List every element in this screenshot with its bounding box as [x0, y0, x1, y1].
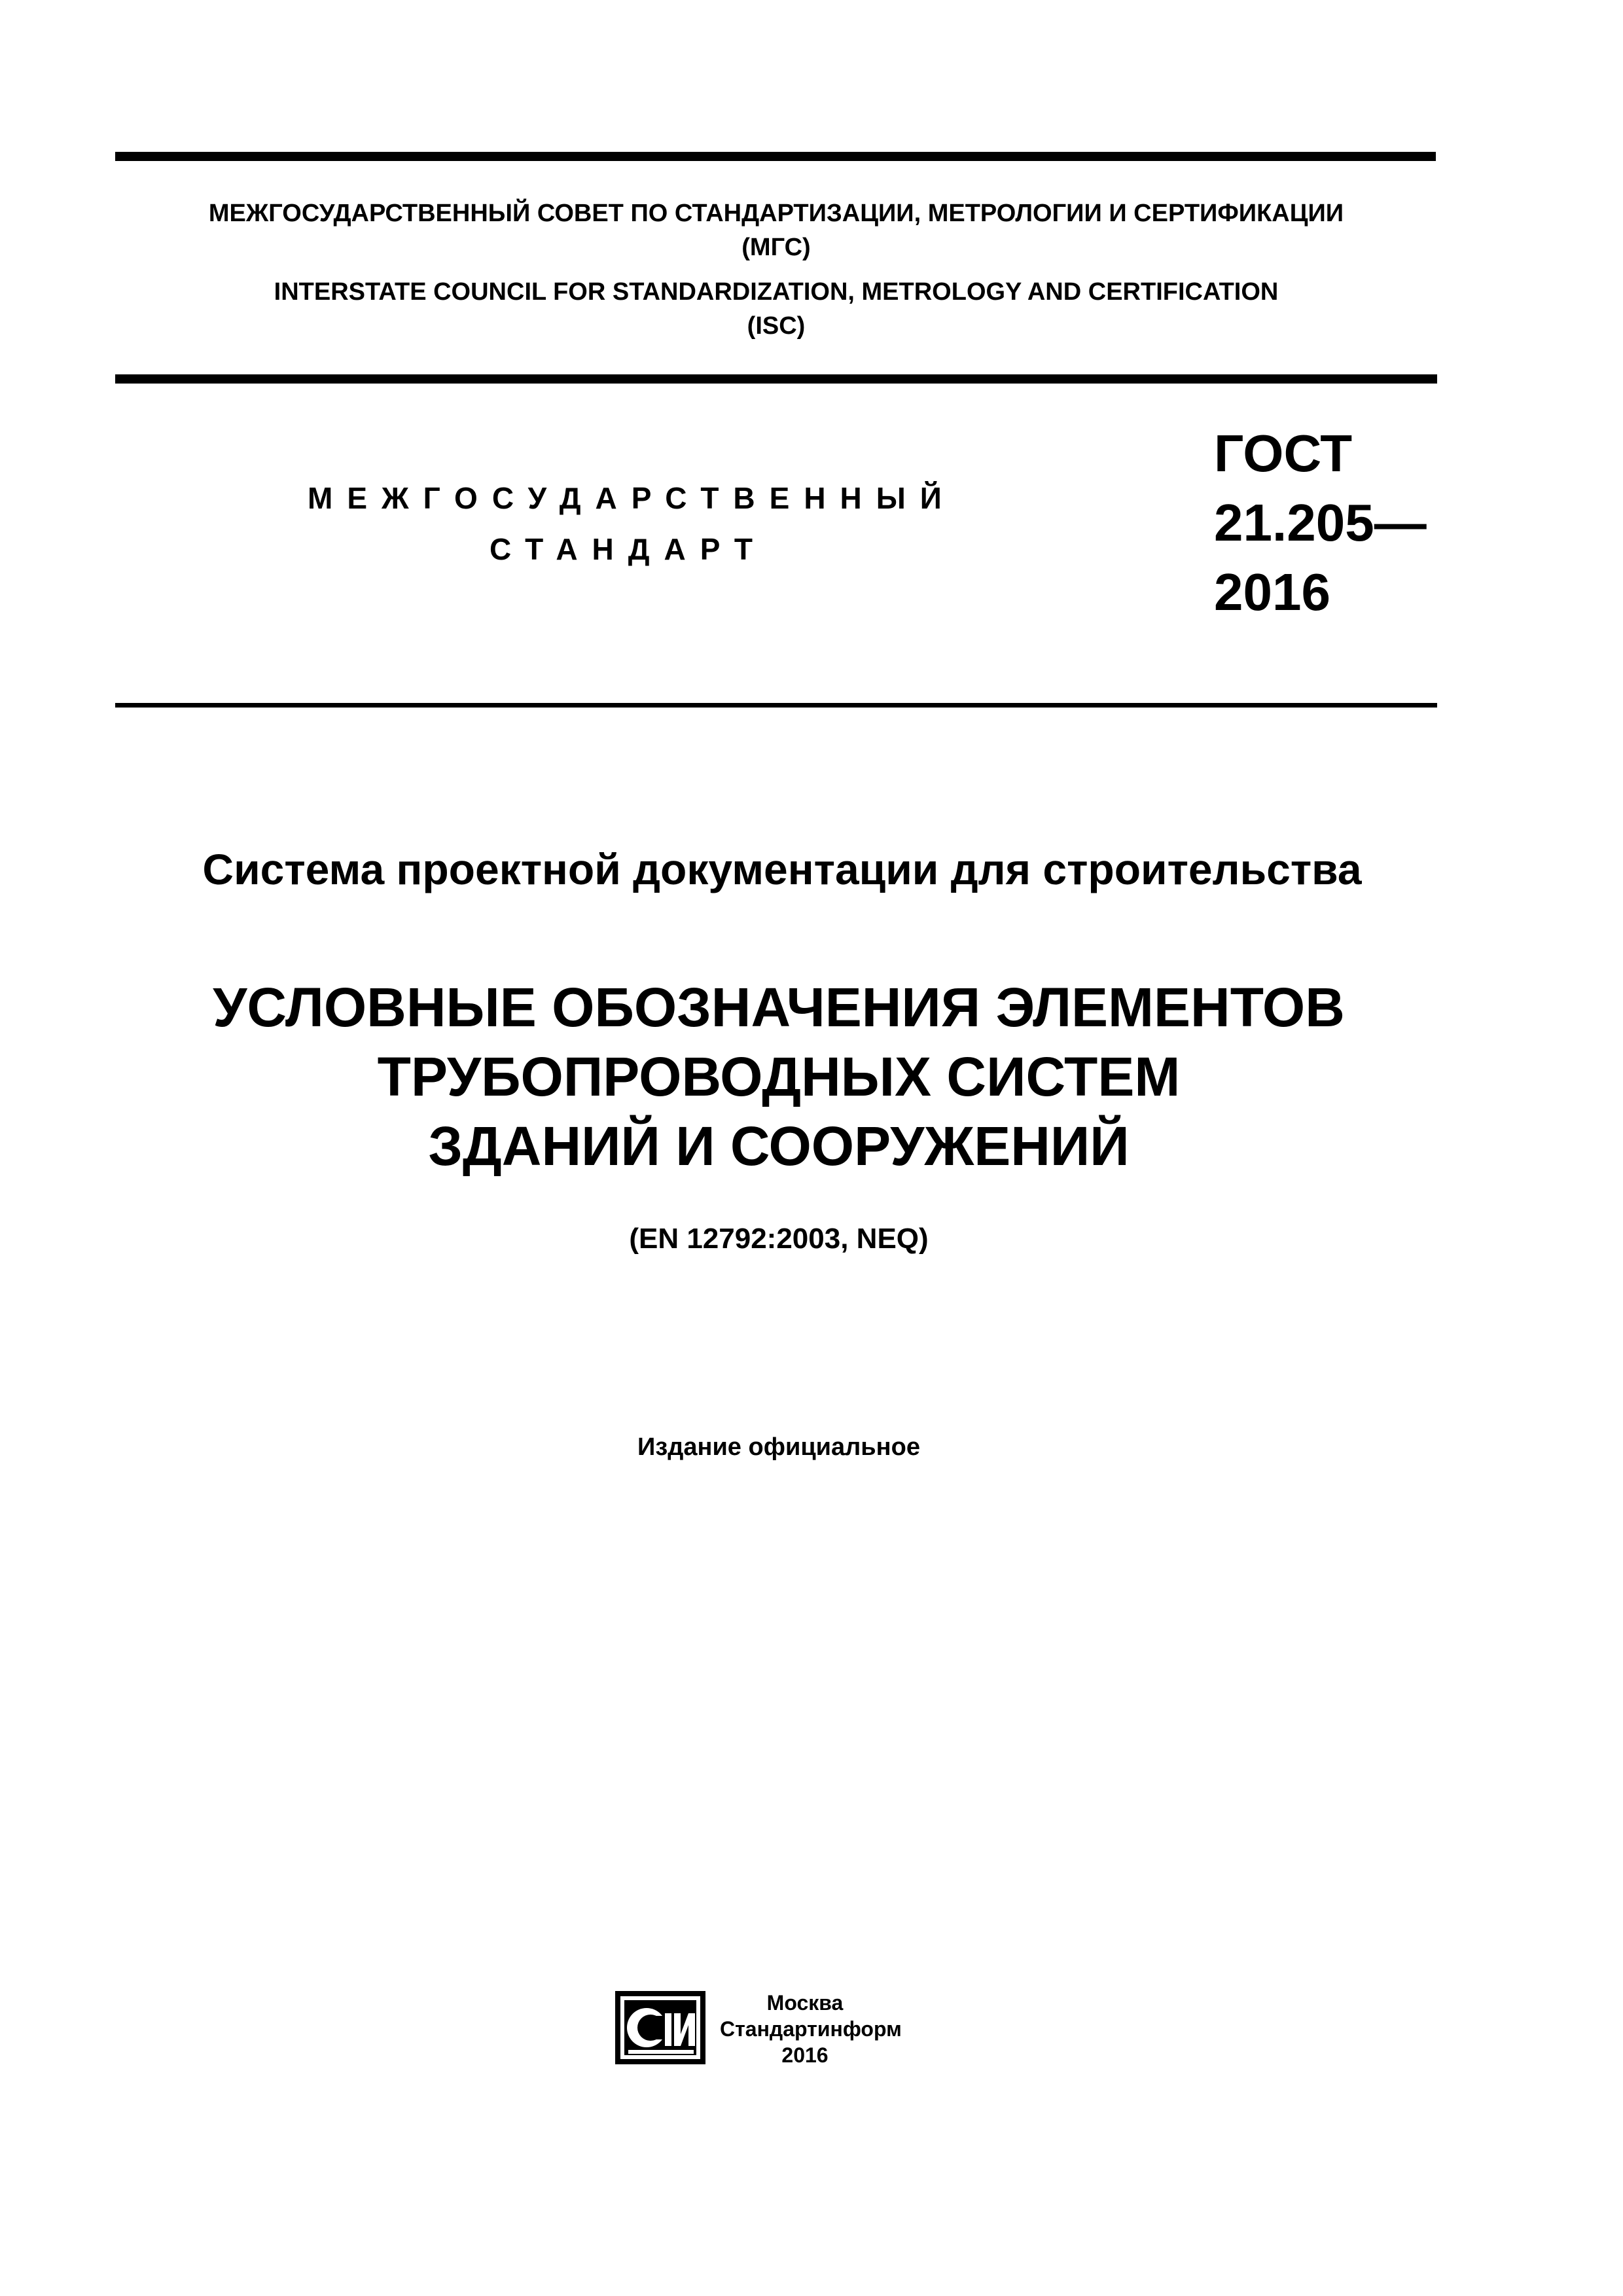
document-title-line3: ЗДАНИЙ И СООРУЖЕНИЙ	[428, 1115, 1130, 1177]
lower-rule	[115, 703, 1437, 708]
publisher-year: 2016	[781, 2043, 829, 2067]
middle-rule	[115, 374, 1437, 384]
standard-code	[1214, 419, 1427, 627]
council-ru	[115, 196, 1437, 264]
standard-code-label: ГОСТ	[1214, 424, 1353, 482]
council-en-abbr: (ISC)	[747, 312, 806, 340]
standartinform-logo-icon	[614, 1990, 707, 2066]
standard-kind	[308, 473, 956, 575]
document-title-line1: УСЛОВНЫЕ ОБОЗНАЧЕНИЯ ЭЛЕМЕНТОВ	[213, 977, 1345, 1038]
standard-code-number: 21.205—	[1214, 493, 1427, 552]
series-title: Система проектной документации для строительства	[202, 845, 1362, 893]
standard-kind-line1: МЕЖГОСУДАРСТВЕННЫЙ	[308, 481, 956, 515]
council-ru-name: МЕЖГОСУДАРСТВЕННЫЙ СОВЕТ ПО СТАНДАРТИЗАЦИИ, МЕТРОЛОГИИ И СЕРТИФИКАЦИИ	[208, 200, 1344, 227]
standard-kind-line2: СТАНДАРТ	[490, 532, 767, 566]
harmonization-reference: (EN 12792:2003, NEQ)	[629, 1223, 929, 1255]
publisher-city: Москва	[766, 1991, 844, 2015]
council-en-name: INTERSTATE COUNCIL FOR STANDARDIZATION, METROLOGY AND CERTIFICATION	[274, 278, 1279, 306]
top-rule	[115, 152, 1436, 161]
edition-note: Издание официальное	[637, 1433, 920, 1461]
document-title	[0, 973, 1558, 1181]
council-ru-abbr: (МГС)	[741, 234, 811, 261]
council-en	[115, 275, 1437, 343]
publisher-imprint	[720, 1990, 902, 2068]
publisher-name: Стандартинформ	[720, 2017, 902, 2041]
document-title-line2: ТРУБОПРОВОДНЫХ СИСТЕМ	[377, 1046, 1181, 1107]
standard-code-year: 2016	[1214, 563, 1330, 621]
